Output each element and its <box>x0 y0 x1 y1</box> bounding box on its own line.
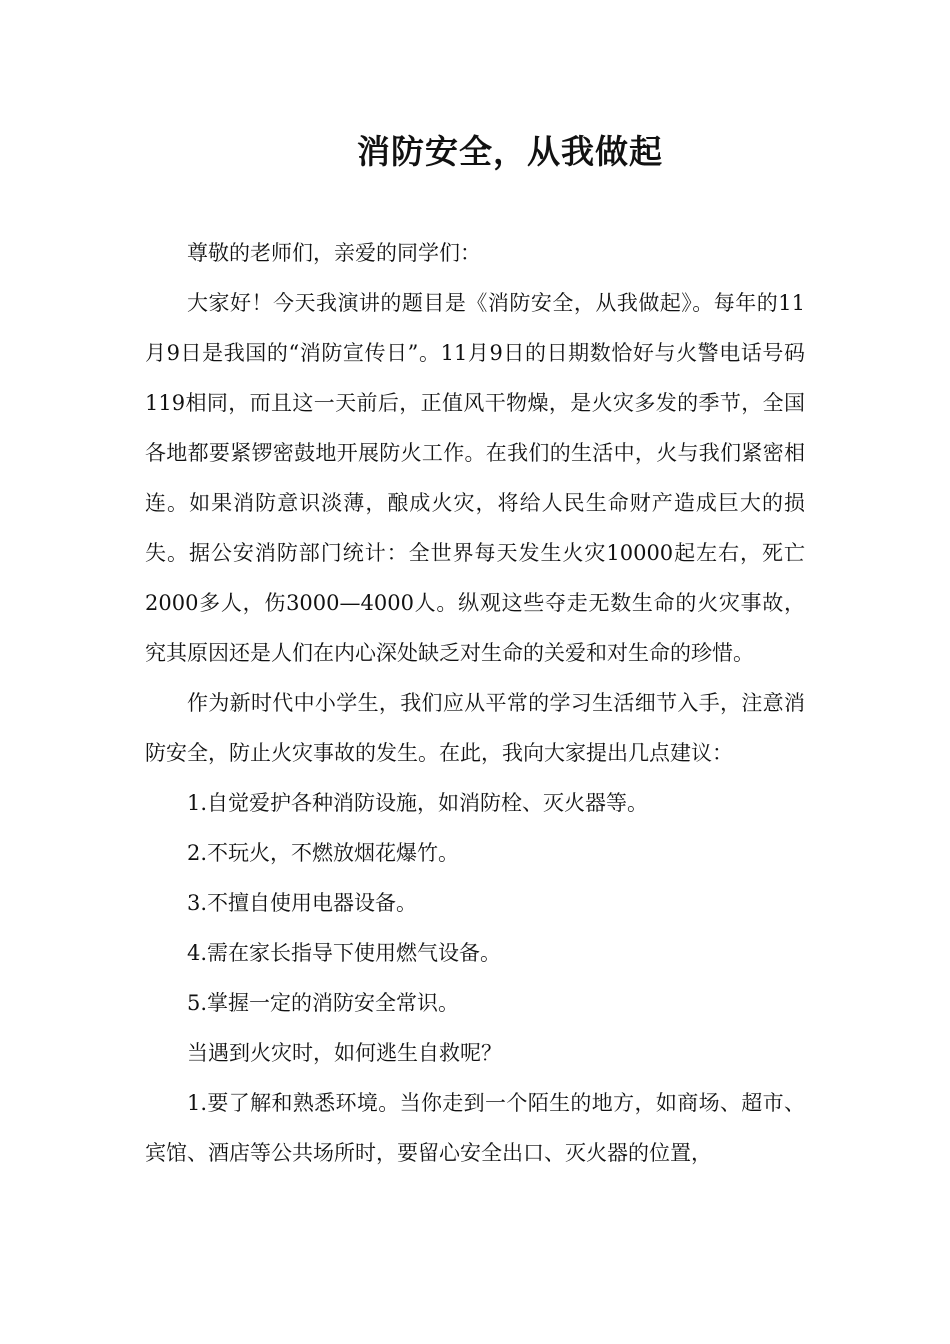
suggestion-item-1: 1.自觉爱护各种消防设施，如消防栓、灭火器等。 <box>187 791 649 815</box>
intro-paragraph: 大家好！今天我演讲的题目是《消防安全，从我做起》。每年的11月9日是我国的“消防宣传日”。11月9日的日期数恰好与火警电话号码119相同，而且这一天前后，正值风干物燥，是火灾多发的季节，全国各地都要紧锣密鼓地开展防火工作。在我们的生活中，火与我们紧密相连。如果消防意识淡薄，酿成火灾，将给人民生命财产造成巨大的损失。据公安消防部门统计：全世界每天发生火灾10000起左右，死亡2000多人，伤3000—4000人。纵观这些夺走无数生命的火灾事故，究其原因还是人们在内心深处缺乏对生命的关爱和对生命的珍惜。 <box>145 291 805 665</box>
suggestion-item-5: 5.掌握一定的消防安全常识。 <box>187 991 460 1015</box>
document-title: 消防安全，从我做起 <box>357 132 663 171</box>
suggestion-item-3: 3.不擅自使用电器设备。 <box>187 891 418 915</box>
escape-question-paragraph: 当遇到火灾时，如何逃生自救呢？ <box>187 1041 502 1065</box>
suggestion-item-2: 2.不玩火，不燃放烟花爆竹。 <box>187 841 460 865</box>
document-body <box>145 228 805 1178</box>
greeting-paragraph: 尊敬的老师们，亲爱的同学们： <box>187 241 481 265</box>
suggestion-intro-paragraph: 作为新时代中小学生，我们应从平常的学习生活细节入手，注意消防安全，防止火灾事故的发生。在此，我向大家提出几点建议： <box>145 691 805 765</box>
suggestion-item-4: 4.需在家长指导下使用燃气设备。 <box>187 941 502 965</box>
escape-tip-1-paragraph: 1.要了解和熟悉环境。当你走到一个陌生的地方，如商场、超市、宾馆、酒店等公共场所时，要留心安全出口、灭火器的位置， <box>145 1091 805 1165</box>
